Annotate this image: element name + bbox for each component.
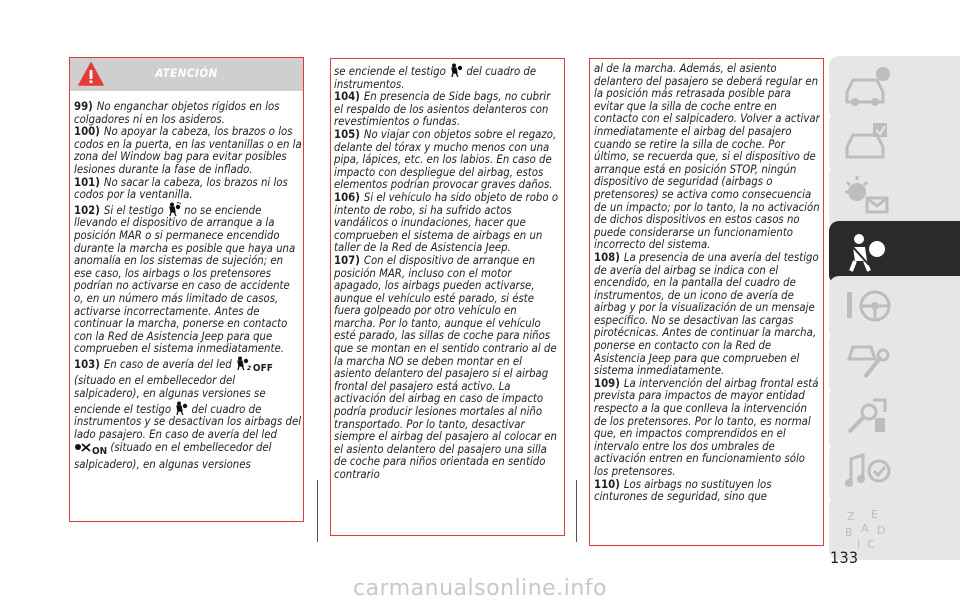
on-label: ON xyxy=(92,446,108,458)
note-number: 103) xyxy=(74,357,100,371)
note-99 xyxy=(74,101,302,126)
note-107 xyxy=(334,255,560,482)
note-text: No enganchar objetos rígidos en los colgadores ni en los asideros. xyxy=(74,101,280,126)
steering-wheel-icon xyxy=(841,282,893,332)
watermark: carmanualsonline.info xyxy=(353,576,607,601)
svg-text:C: C xyxy=(867,538,875,551)
airbag-warning-light-icon xyxy=(174,401,188,416)
note-text: Si el vehículo ha sido objeto de robo o intento de robo, si ha sufrido actos vandálicos o inundaciones, hacer que comprueben el sistema de airbags en un taller de la Red de Asistencia Jeep. xyxy=(334,190,559,255)
column-divider xyxy=(576,480,577,542)
note-number: 110) xyxy=(594,477,620,491)
note-text: No sacar la cabeza, los brazos ni los codos por la ventanilla. xyxy=(74,175,288,202)
maintenance-icon xyxy=(841,392,893,442)
note-number: 108) xyxy=(594,250,620,264)
note-text: (situado en el embellecedor del salpicadero), en algunas versiones xyxy=(74,441,272,472)
off-label: OFF xyxy=(252,362,273,374)
note-text: del cuadro de instrumentos. xyxy=(334,65,537,91)
passenger-airbag-off-led-icon xyxy=(235,356,273,376)
note-number: 100) xyxy=(74,125,100,139)
svg-text:A: A xyxy=(861,522,869,535)
note-number: 102) xyxy=(74,203,100,217)
text-column-2 xyxy=(334,63,560,533)
note-number: 106) xyxy=(334,190,360,204)
seatbelt-airbag-icon xyxy=(841,227,893,277)
airbag-warning-light-icon xyxy=(449,63,463,78)
warning-banner xyxy=(70,58,303,91)
car-dashboard-icon xyxy=(841,117,893,167)
note-text: Los airbags no sustituyen los cinturones de seguridad, sino que xyxy=(594,477,772,504)
note-text: al de la marcha. Además, el asiento delantero del pasajero se deberá regular en la posición más retrasada posible para evitar que la silla de coche entre en contacto con el salpicadero. Volver a activar inmediatamente el airbag del pasajero cuando se retire la silla de coche. Por último, se recuerda que, si el dispositivo de arranque está en posición STOP, ningún dispositivo de seguridad (airbags o pretensores) se activa como consecuencia de un impacto; por lo tanto, la no activación de dichos dispositivos en estos casos no puede considerarse un funcionamiento incorrecto del sistema. xyxy=(594,63,820,252)
light-message-icon xyxy=(841,172,893,222)
svg-text:I: I xyxy=(857,538,861,551)
note-number: 104) xyxy=(334,90,360,104)
note-103 xyxy=(74,356,302,472)
note-text: En presencia de Side bags, no cubrir el respaldo de los asientos delanteros con revestimientos o fundas. xyxy=(334,90,551,129)
note-104 xyxy=(334,91,560,129)
note-number: 99) xyxy=(74,101,93,113)
emergency-tools-icon xyxy=(841,337,893,387)
note-105 xyxy=(334,129,560,192)
alphabet-index-icon xyxy=(841,502,893,552)
note-number: 107) xyxy=(334,253,360,267)
page-number: 133 xyxy=(830,548,859,567)
note-continuation xyxy=(334,63,560,91)
note-text: Si el testigo xyxy=(103,203,164,217)
airbag-warning-light-icon xyxy=(167,202,181,217)
note-text: del cuadro de instrumentos y se desactivan los airbags del lado pasajero. En caso de avería del led xyxy=(74,402,302,441)
note-text: La presencia de una avería del testigo de avería del airbag se indica con el encendido, en la pantalla del cuadro de instrumentos, de un icono de avería de airbag y por la visualización de un mensaje específico. No se desactivan las cargas pirotécnicas. Antes de continuar la marcha, ponerse en contacto con la Red de Asistencia Jeep para que comprueben el sistema inmediatamente. xyxy=(594,250,819,378)
multimedia-icon xyxy=(841,447,893,497)
note-text: se enciende el testigo xyxy=(334,65,446,78)
warning-title: ATENCIÓN xyxy=(155,66,218,80)
note-continuation xyxy=(594,63,820,252)
note-text: La intervención del airbag frontal está prevista para impactos de mayor entidad respecto a la que conlleva la intervención de los pretensores. Por lo tanto, es normal que, en impactos comprendidos en el intervalo entre los dos umbrales de activación entren en funcionamiento sólo los pretensores. xyxy=(594,376,819,478)
note-109 xyxy=(594,378,820,479)
note-102 xyxy=(74,202,302,356)
note-106 xyxy=(334,192,560,255)
text-column-3 xyxy=(594,63,820,543)
column-divider xyxy=(317,480,318,542)
text-column-1 xyxy=(74,101,302,519)
note-108 xyxy=(594,252,820,378)
note-101 xyxy=(74,177,302,202)
note-number: 101) xyxy=(74,175,100,189)
note-text: Con el dispositivo de arranque en posición MAR, incluso con el motor apagado, los airbags pueden activarse, aunque el vehículo esté parado, si éste fuera golpeado por otro vehículo en marcha. Por lo tanto, aunque el vehículo esté parado, las sillas de coche para niños que se montan en el sentido contrario al de la marcha NO se deben montar en el asiento delantero del pasajero si el airbag frontal del pasajero está activo. La activación del airbag en caso de impacto podría producir lesiones mortales al niño transportado. Por lo tanto, desactivar siempre el airbag del pasajero al colocar en el asiento delantero del pasajero una silla de coche para niños orientada en sentido contrario xyxy=(334,253,557,481)
note-text: (situado en el embellecedor del salpicadero), en algunas versiones se enciende el testigo xyxy=(74,374,266,416)
note-text: no se enciende llevando el dispositivo de arranque a la posición MAR o si permanece encendido durante la marcha es posible que haya una anomalía en los sistemas de sujeción; en ese caso, los airbags o los pretensores podrían no activarse en caso de accidente o, en un número más limitado de casos, activarse incorrectamente. Antes de continuar la marcha, ponerse en contacto con la Red de Asistencia Jeep para que comprueben el sistema inmediatamente. xyxy=(74,203,296,356)
svg-text:Z: Z xyxy=(847,510,855,523)
svg-text:B: B xyxy=(845,526,853,539)
note-number: 109) xyxy=(594,376,620,390)
passenger-airbag-on-led-icon xyxy=(74,441,107,459)
svg-text:D: D xyxy=(877,524,886,537)
note-text: En caso de avería del led xyxy=(103,357,232,371)
car-info-icon xyxy=(841,62,893,112)
note-100 xyxy=(74,126,302,176)
note-text: No apoyar la cabeza, los brazos o los codos en la puerta, en las ventanillas o en la zona del Window bag para evitar posibles lesiones durante la fase de inflado. xyxy=(74,125,302,176)
note-number: 105) xyxy=(334,127,360,141)
chapter-tabs xyxy=(829,56,960,552)
note-text: No viajar con objetos sobre el regazo, delante del tórax y mucho menos con una pipa, lápices, etc. en los labios. En caso de impacto con despliegue del airbag, estos elementos podrían provocar graves daños. xyxy=(334,127,557,192)
svg-text:2: 2 xyxy=(246,364,252,371)
svg-text:E: E xyxy=(871,508,878,521)
note-110 xyxy=(594,479,820,504)
